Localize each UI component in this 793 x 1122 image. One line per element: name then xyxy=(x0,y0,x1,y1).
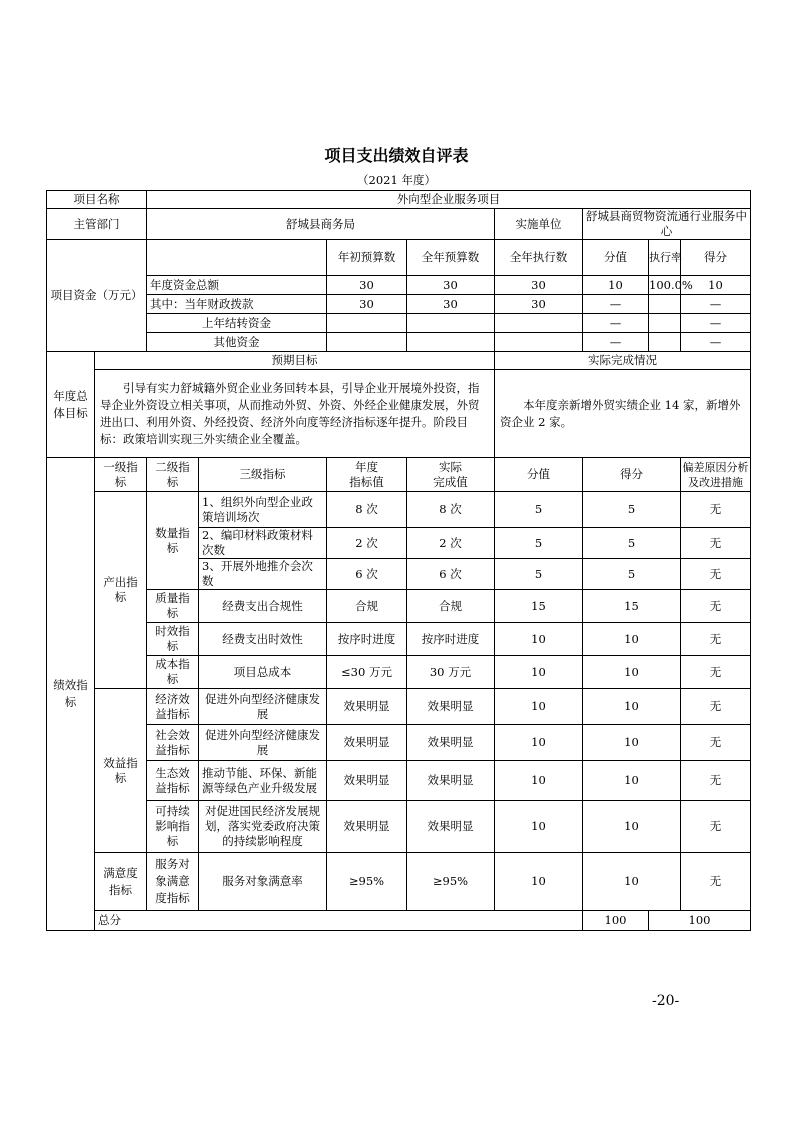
perf-score-value: 5 xyxy=(495,492,583,528)
output-indicators-group: 产出指标 xyxy=(95,492,147,689)
perf-level3: 促进外向型经济健康发展 xyxy=(199,725,327,761)
funds-row-label: 上年结转资金 xyxy=(147,314,327,333)
perf-score-value: 15 xyxy=(495,590,583,623)
perf-header-reason: 偏差原因分析及改进措施 xyxy=(681,458,751,492)
perf-score-value: 10 xyxy=(495,689,583,725)
perf-level3: 推动节能、环保、新能源等绿色产业升级发展 xyxy=(199,761,327,801)
perf-score: 10 xyxy=(583,853,681,911)
perf-reason: 无 xyxy=(681,853,751,911)
funds-cell xyxy=(327,333,407,352)
perf-score-value: 10 xyxy=(495,656,583,689)
funds-row xyxy=(47,314,751,333)
perf-reason: 无 xyxy=(681,590,751,623)
perf-actual: 30 万元 xyxy=(407,656,495,689)
perf-score-value: 10 xyxy=(495,761,583,801)
perf-score: 10 xyxy=(583,801,681,853)
funds-cell xyxy=(407,333,495,352)
perf-score: 10 xyxy=(583,623,681,656)
perf-target: 效果明显 xyxy=(327,801,407,853)
department-label: 主管部门 xyxy=(47,209,147,240)
perf-level2: 生态效益指标 xyxy=(147,761,199,801)
funds-row-label: 其他资金 xyxy=(147,333,327,352)
perf-actual: 合规 xyxy=(407,590,495,623)
funds-cell: 30 xyxy=(407,295,495,314)
perf-score: 10 xyxy=(583,761,681,801)
perf-reason: 无 xyxy=(681,761,751,801)
perf-reason: 无 xyxy=(681,623,751,656)
department-value: 舒城县商务局 xyxy=(147,209,495,240)
perf-score-value: 5 xyxy=(495,559,583,590)
perf-reason: 无 xyxy=(681,528,751,559)
perf-target: ≤30 万元 xyxy=(327,656,407,689)
perf-score: 5 xyxy=(583,559,681,590)
perf-score: 10 xyxy=(583,656,681,689)
funds-cell: 30 xyxy=(495,295,583,314)
funds-cell: — xyxy=(583,333,649,352)
perf-level3: 经费支出合规性 xyxy=(199,590,327,623)
perf-level3: 经费支出时效性 xyxy=(199,623,327,656)
funds-row-label: 其中：当年财政拨款 xyxy=(147,295,327,314)
perf-score-value: 5 xyxy=(495,528,583,559)
perf-score-value: 10 xyxy=(495,853,583,911)
perf-reason: 无 xyxy=(681,689,751,725)
perf-level3: 3、开展外地推介会次数 xyxy=(199,559,327,590)
perf-header-target xyxy=(327,458,407,492)
funds-cell: 10 xyxy=(681,276,751,295)
funds-row-label: 年度资金总额 xyxy=(147,276,327,295)
perf-level2: 时效指标 xyxy=(147,623,199,656)
perf-level3: 2、编印材料政策材料次数 xyxy=(199,528,327,559)
funds-header-annual-budget: 全年预算数 xyxy=(407,240,495,276)
perf-actual: 8 次 xyxy=(407,492,495,528)
actual-completion-text xyxy=(495,370,751,458)
expected-goals-paragraph: 引导有实力舒城籍外贸企业业务回转本县，引导企业开展境外投资，指导企业外资设立相关事项，从而推动外贸、外资、外经企业健康发展，外贸进出口、利用外资、外经投资、经济外向度等经济指标逐年提升。阶段目标：政策培训实现三外实绩企业全覆盖。 xyxy=(100,380,480,446)
perf-actual: 效果明显 xyxy=(407,689,495,725)
goals-content-row xyxy=(47,370,751,458)
perf-header-target-top: 年度 xyxy=(355,459,378,474)
perf-level2: 服务对象满意度指标 xyxy=(147,853,199,911)
perf-score: 15 xyxy=(583,590,681,623)
perf-score: 5 xyxy=(583,492,681,528)
funds-header-annual-execution: 全年执行数 xyxy=(495,240,583,276)
funds-label: 项目资金（万元） xyxy=(47,240,147,352)
department-row xyxy=(47,209,751,240)
funds-cell xyxy=(495,314,583,333)
performance-indicators-label: 绩效指标 xyxy=(47,458,95,931)
perf-level2: 社会效益指标 xyxy=(147,725,199,761)
perf-row xyxy=(47,801,751,853)
perf-score: 10 xyxy=(583,725,681,761)
project-name-label: 项目名称 xyxy=(47,191,147,209)
perf-reason: 无 xyxy=(681,559,751,590)
goals-header-row xyxy=(47,352,751,370)
actual-completion-paragraph: 本年度亲新增外贸实绩企业 14 家，新增外资企业 2 家。 xyxy=(500,397,741,429)
funds-cell: — xyxy=(583,295,649,314)
expected-goals-header: 预期目标 xyxy=(95,352,495,370)
perf-reason: 无 xyxy=(681,801,751,853)
perf-target: 按序时进度 xyxy=(327,623,407,656)
perf-header-row xyxy=(47,458,751,492)
funds-cell: 30 xyxy=(327,295,407,314)
total-label: 总分 xyxy=(95,911,583,931)
project-name-value: 外向型企业服务项目 xyxy=(147,191,751,209)
perf-row xyxy=(47,492,751,528)
implementing-unit-value: 舒城县商贸物资流通行业服务中心 xyxy=(583,209,751,240)
perf-level3: 对促进国民经济发展规划，落实党委政府决策的持续影响程度 xyxy=(199,801,327,853)
funds-cell xyxy=(327,314,407,333)
perf-target: ≥95% xyxy=(327,853,407,911)
funds-cell: — xyxy=(681,314,751,333)
perf-row xyxy=(47,725,751,761)
funds-row xyxy=(47,276,751,295)
funds-header-score: 得分 xyxy=(681,240,751,276)
perf-header-target-bottom: 指标值 xyxy=(349,474,384,489)
perf-row xyxy=(47,656,751,689)
perf-level3: 项目总成本 xyxy=(199,656,327,689)
perf-actual: 效果明显 xyxy=(407,801,495,853)
page-subtitle: （2021 年度） xyxy=(357,173,436,187)
funds-cell: — xyxy=(583,314,649,333)
actual-completion-header: 实际完成情况 xyxy=(495,352,751,370)
perf-header-score-value: 分值 xyxy=(495,458,583,492)
project-name-row xyxy=(47,191,751,209)
total-score: 100 xyxy=(649,911,751,931)
perf-target: 2 次 xyxy=(327,528,407,559)
funds-cell: 30 xyxy=(495,276,583,295)
funds-cell: — xyxy=(681,295,751,314)
perf-actual: ≥95% xyxy=(407,853,495,911)
page-title: 项目支出绩效自评表 xyxy=(324,146,469,165)
annual-goals-label: 年度总体目标 xyxy=(47,352,95,458)
perf-score-value: 10 xyxy=(495,801,583,853)
funds-cell: 10 xyxy=(583,276,649,295)
perf-actual: 2 次 xyxy=(407,528,495,559)
total-row xyxy=(47,911,751,931)
perf-header-level3: 三级指标 xyxy=(199,458,327,492)
performance-evaluation-table xyxy=(46,190,751,931)
perf-reason: 无 xyxy=(681,492,751,528)
total-value: 100 xyxy=(583,911,649,931)
perf-level2: 成本指标 xyxy=(147,656,199,689)
funds-row xyxy=(47,295,751,314)
funds-cell xyxy=(407,314,495,333)
funds-header-row xyxy=(47,240,751,276)
perf-reason: 无 xyxy=(681,656,751,689)
funds-cell xyxy=(649,314,681,333)
perf-row xyxy=(47,623,751,656)
perf-row xyxy=(47,761,751,801)
funds-header-execution-rate: 执行率 xyxy=(649,240,681,276)
perf-target: 效果明显 xyxy=(327,689,407,725)
perf-target: 效果明显 xyxy=(327,761,407,801)
funds-cell: — xyxy=(681,333,751,352)
perf-target: 8 次 xyxy=(327,492,407,528)
funds-row xyxy=(47,333,751,352)
funds-header-blank xyxy=(147,240,327,276)
funds-cell xyxy=(649,333,681,352)
perf-level2: 数量指标 xyxy=(147,492,199,590)
perf-row xyxy=(47,853,751,911)
perf-target: 6 次 xyxy=(327,559,407,590)
satisfaction-indicators-group: 满意度指标 xyxy=(95,853,147,911)
perf-header-actual-bottom: 完成值 xyxy=(433,474,468,489)
perf-header-actual-top: 实际 xyxy=(439,459,462,474)
perf-score: 5 xyxy=(583,528,681,559)
perf-row xyxy=(47,689,751,725)
perf-header-actual xyxy=(407,458,495,492)
perf-score: 10 xyxy=(583,689,681,725)
funds-cell: 30 xyxy=(407,276,495,295)
perf-actual: 效果明显 xyxy=(407,761,495,801)
perf-level2: 可持续影响指标 xyxy=(147,801,199,853)
funds-cell: 30 xyxy=(327,276,407,295)
perf-score-value: 10 xyxy=(495,725,583,761)
implementing-unit-label: 实施单位 xyxy=(495,209,583,240)
perf-reason: 无 xyxy=(681,725,751,761)
perf-level3: 服务对象满意率 xyxy=(199,853,327,911)
benefit-indicators-group: 效益指标 xyxy=(95,689,147,853)
perf-header-level1: 一级指标 xyxy=(95,458,147,492)
perf-actual: 按序时进度 xyxy=(407,623,495,656)
perf-actual: 效果明显 xyxy=(407,725,495,761)
perf-actual: 6 次 xyxy=(407,559,495,590)
perf-header-score: 得分 xyxy=(583,458,681,492)
expected-goals-text xyxy=(95,370,495,458)
perf-header-level2: 二级指标 xyxy=(147,458,199,492)
funds-cell xyxy=(495,333,583,352)
perf-row xyxy=(47,590,751,623)
perf-level2: 质量指标 xyxy=(147,590,199,623)
perf-score-value: 10 xyxy=(495,623,583,656)
funds-header-score-value: 分值 xyxy=(583,240,649,276)
funds-cell xyxy=(649,295,681,314)
perf-level3: 促进外向型经济健康发展 xyxy=(199,689,327,725)
funds-header-initial-budget: 年初预算数 xyxy=(327,240,407,276)
perf-target: 合规 xyxy=(327,590,407,623)
funds-cell: 100.0% xyxy=(649,276,681,295)
perf-target: 效果明显 xyxy=(327,725,407,761)
perf-level2: 经济效益指标 xyxy=(147,689,199,725)
perf-level3: 1、组织外向型企业政策培训场次 xyxy=(199,492,327,528)
page-number: -20- xyxy=(652,993,680,1009)
